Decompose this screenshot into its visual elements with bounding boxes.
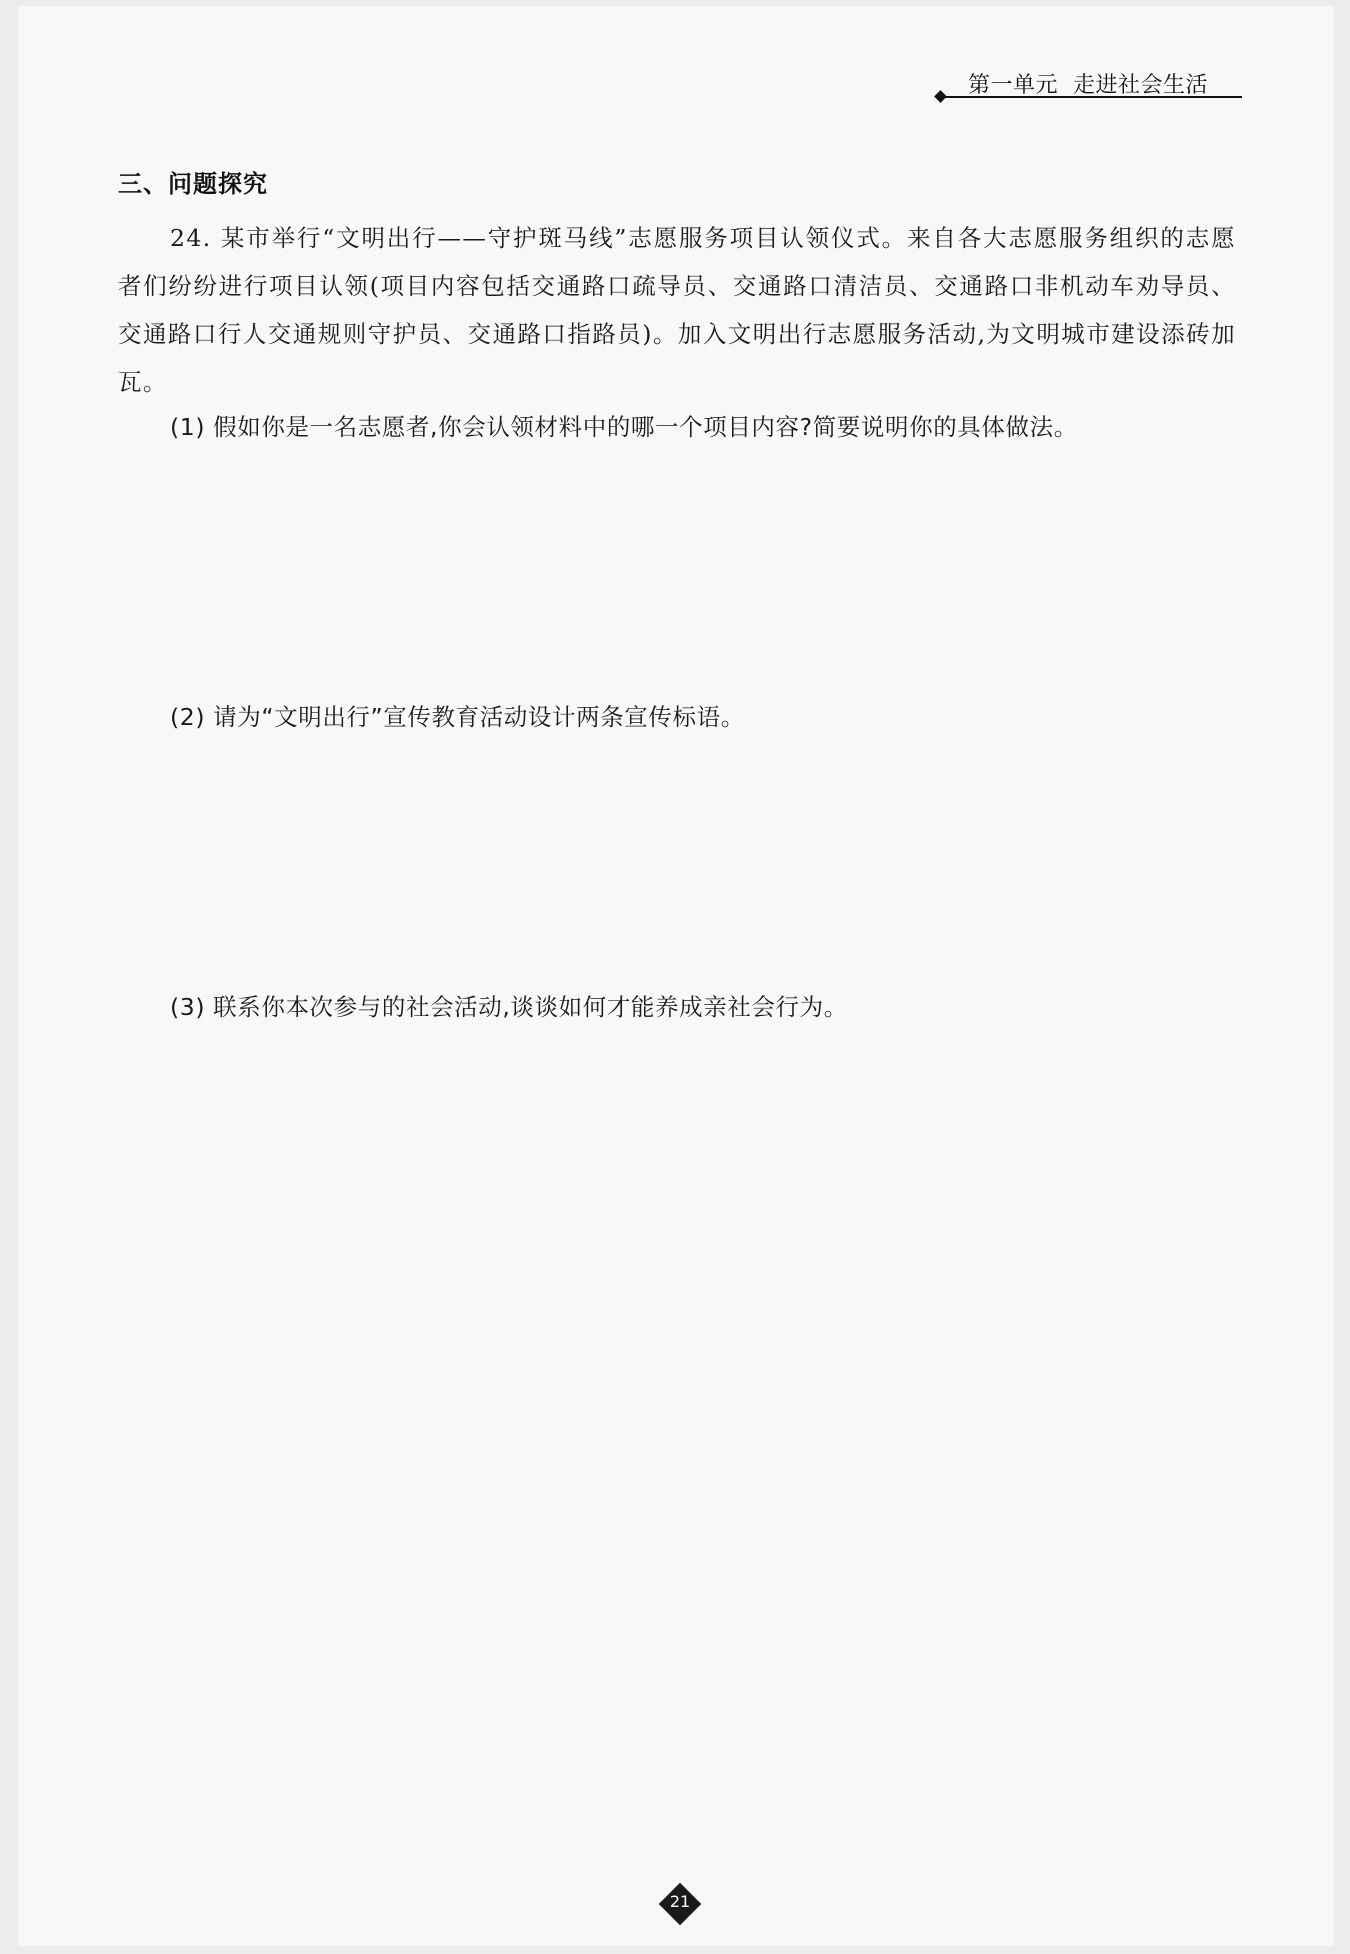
sub-question-2: (2) 请为“文明出行”宣传教育活动设计两条宣传标语。 <box>170 703 745 731</box>
document-page <box>18 6 1334 1946</box>
sub-question-3: (3) 联系你本次参与的社会活动,谈谈如何才能养成亲社会行为。 <box>170 993 848 1021</box>
page-number-badge <box>658 1882 702 1926</box>
sub-question-1: (1) 假如你是一名志愿者,你会认领材料中的哪一个项目内容?简要说明你的具体做法。 <box>170 413 1078 441</box>
running-header <box>936 68 1236 104</box>
page-number: 21 <box>669 1892 691 1911</box>
section-heading: 三、问题探究 <box>118 170 268 198</box>
header-unit-title: 第一单元 走进社会生活 <box>968 73 1208 98</box>
question-24-stem: 24. 某市举行“文明出行——守护斑马线”志愿服务项目认领仪式。来自各大志愿服务组织的志愿者们纷纷进行项目认领(项目内容包括交通路口疏导员、交通路口清洁员、交通路口非机动车劝导员、交通路口行人交通规则守护员、交通路口指路员)。加入文明出行志愿服务活动,为文明城市建设添砖加瓦。 <box>118 224 1236 396</box>
